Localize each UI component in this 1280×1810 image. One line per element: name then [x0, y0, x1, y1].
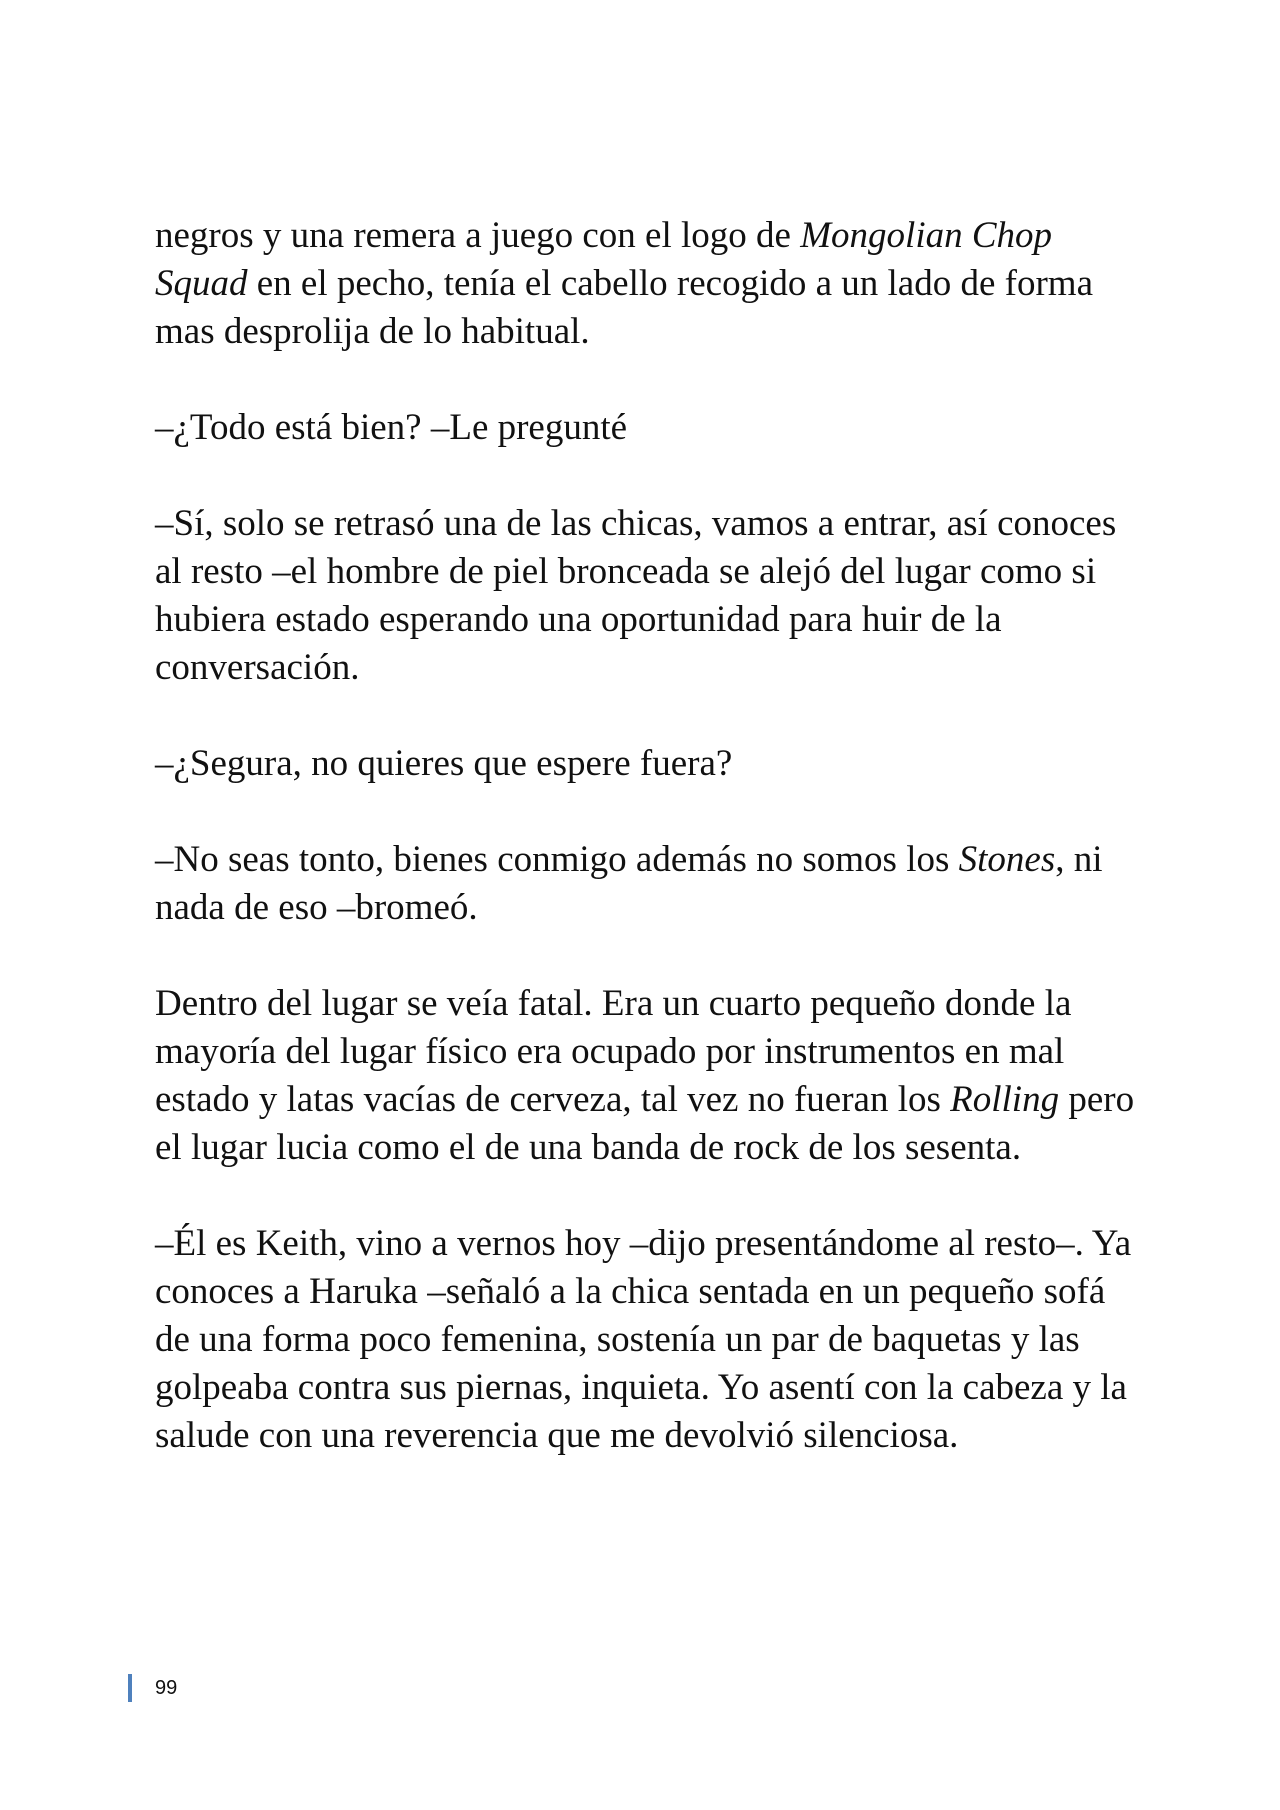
page-number: 99: [155, 1677, 178, 1699]
text-segment: –No seas tonto, bienes conmigo además no somos los: [155, 839, 959, 880]
italic-text: Mongolian Chop Squad: [155, 215, 1053, 304]
paragraph: [155, 980, 1140, 1172]
text-segment: en el pecho, tenía el cabello recogido a un lado de forma mas desprolija de lo habitual.: [155, 263, 1093, 352]
text-segment: , ni nada de eso –bromeó.: [155, 839, 1103, 928]
text-segment: pero el lugar lucia como el de una banda de rock de los sesenta.: [155, 1079, 1135, 1168]
paragraph: [155, 740, 1140, 788]
text-segment: –¿Todo está bien? –Le pregunté: [155, 407, 628, 448]
italic-text: Stones: [958, 839, 1056, 880]
body-text: [155, 212, 1140, 1460]
italic-text: Rolling: [950, 1079, 1060, 1120]
text-segment: negros y una remera a juego con el logo de: [155, 215, 801, 256]
text-segment: –Él es Keith, vino a vernos hoy –dijo presentándome al resto–. Ya conoces a Haruka –señaló a la chica sentada en un pequeño sofá de una forma poco femenina, sostenía un par de baquetas y las golpeaba contra sus piernas, inquieta. Yo asentí con la cabeza y la salude con una reverencia que me devolvió silenciosa.: [155, 1223, 1132, 1456]
footer-rule: [128, 1674, 132, 1702]
text-segment: –Sí, solo se retrasó una de las chicas, vamos a entrar, así conoces al resto –el hombre de piel bronceada se alejó del lugar como si hubiera estado esperando una oportunidad para huir de la conversación.: [155, 503, 1117, 688]
paragraph: [155, 1220, 1140, 1460]
text-segment: –¿Segura, no quieres que espere fuera?: [155, 743, 733, 784]
paragraph: [155, 404, 1140, 452]
paragraph: [155, 212, 1140, 356]
paragraph: [155, 500, 1140, 692]
text-segment: Dentro del lugar se veía fatal. Era un cuarto pequeño donde la mayoría del lugar físico era ocupado por instrumentos en mal estado y latas vacías de cerveza, tal vez no fueran los: [155, 983, 1072, 1120]
paragraph: [155, 836, 1140, 932]
